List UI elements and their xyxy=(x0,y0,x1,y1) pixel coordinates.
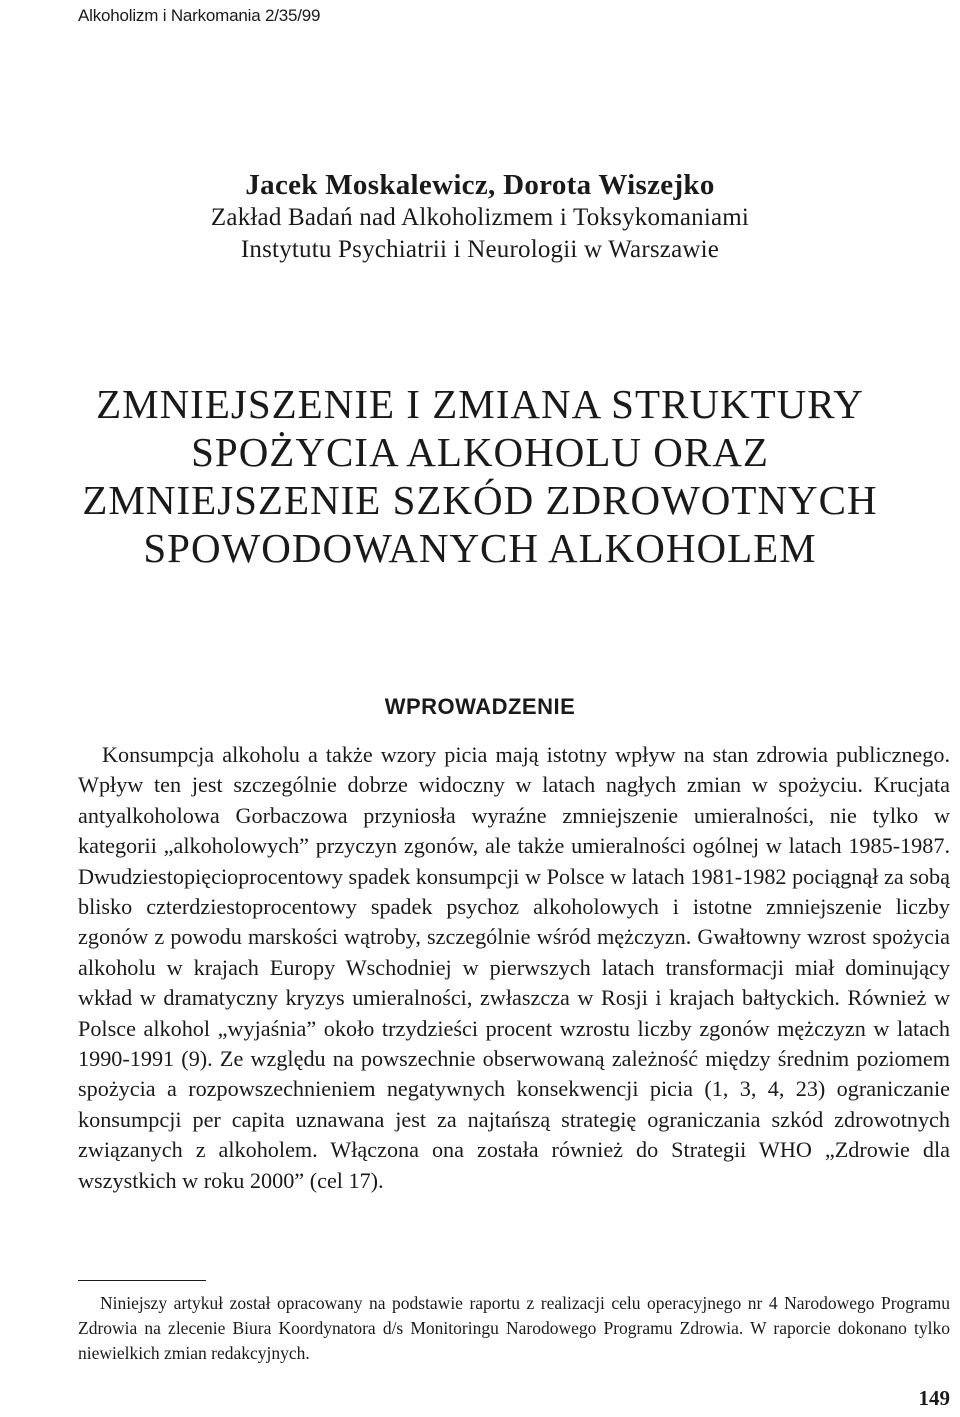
author-block xyxy=(0,168,960,266)
page-number: 149 xyxy=(918,1386,950,1410)
title-line-2: SPOŻYCIA ALKOHOLU ORAZ xyxy=(191,429,769,475)
running-head: Alkoholizm i Narkomania 2/35/99 xyxy=(78,6,321,25)
title-line-4: SPOWODOWANYCH ALKOHOLEM xyxy=(143,525,817,571)
affiliation-line-2: Instytutu Psychiatrii i Neurologii w Warszawie xyxy=(240,236,720,263)
footnote: Niniejszy artykuł został opracowany na podstawie raportu z realizacji celu operacyjnego nr 4 Narodowego Programu Zdrowia na zlecenie Biura Koordynatora d/s Monitoringu Narodowego Programu Zdrowia. W raporcie dokonano tylko niewielkich zmian redakcyjnych. xyxy=(78,1293,950,1363)
body-paragraph: Konsumpcja alkoholu a także wzory picia mają istotny wpływ na stan zdrowia publicznego. Wpływ ten jest szczególnie dobrze widoczny w latach nagłych zmian w spożyciu. Krucjata antyalkoholowa Gorbaczowa przyniosła wyraźne zmniejszenie umieralności, nie tylko w kategorii „alkoholowych” przyczyn zgonów, ale także umieralności ogólnej w latach 1985-1987. Dwudziestopięcioprocentowy spadek konsumpcji w Polsce w latach 1981-1982 pociągnął za sobą blisko czterdziestoprocentowy spadek psychoz alkoholowych i istotne zmniejszenie liczby zgonów z powodu marskości wątroby, szczególnie wśród mężczyzn. Gwałtowny wzrost spożycia alkoholu w krajach Europy Wschodniej w pierwszych latach transformacji miał dominujący wkład w dramatyczny kryzys umieralności, zwłaszcza w Rosji i krajach bałtyckich. Również w Polsce alkohol „wyjaśnia” około trzydzieści procent wzrostu liczby zgonów mężczyzn w latach 1990-1991 (9). Ze względu na powszechnie obserwowaną zależność między średnim poziomem spożycia a rozpowszechnieniem negatywnych konsekwencji picia (1, 3, 4, 23) ograniczanie konsumpcji per capita uznawana jest za najtańszą strategię ograniczania szkód zdrowotnych związanych z alkoholem. Włączona ona została również do Strategii WHO „Zdrowie dla wszystkich w roku 2000” (cel 17). xyxy=(78,742,950,1193)
article-title xyxy=(0,380,960,572)
affiliation-line-1: Zakład Badań nad Alkoholizmem i Toksykomaniami xyxy=(210,204,750,231)
title-line-3: ZMNIEJSZENIE SZKÓD ZDROWOTNYCH xyxy=(82,477,878,523)
authors: Jacek Moskalewicz, Dorota Wiszejko xyxy=(245,169,715,201)
title-line-1: ZMNIEJSZENIE I ZMIANA STRUKTURY xyxy=(96,381,864,427)
footnote-divider xyxy=(78,1280,206,1281)
section-heading: WPROWADZENIE xyxy=(384,694,576,719)
